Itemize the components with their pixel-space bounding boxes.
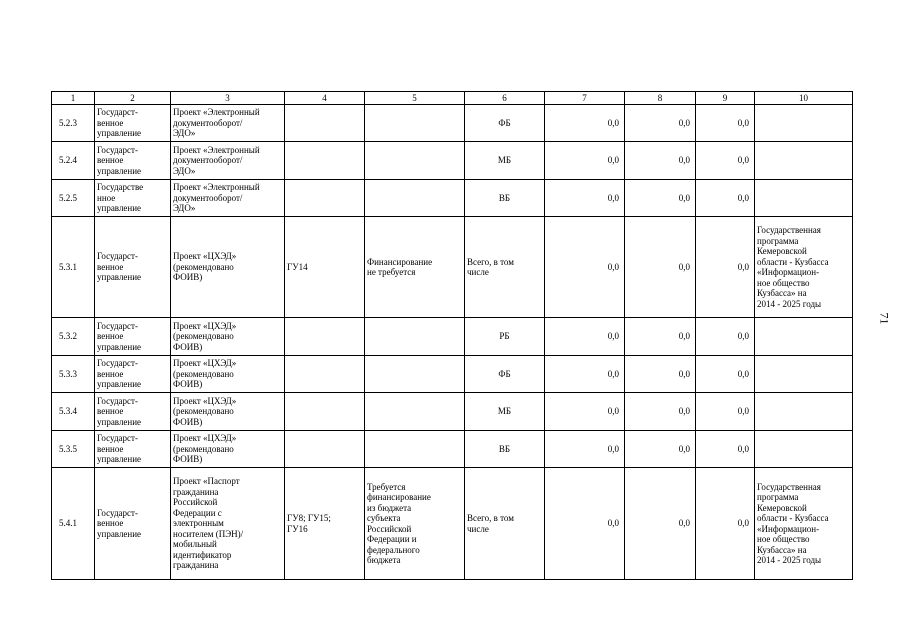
funding-note-cell: Финансирование не требуется bbox=[365, 217, 465, 318]
row-number-cell: 5.2.4 bbox=[52, 142, 95, 180]
column-number-6: 6 bbox=[465, 92, 545, 105]
program-name-cell bbox=[755, 318, 853, 356]
funding-source-cell: Всего, в том числе bbox=[465, 468, 545, 580]
row-number-cell: 5.3.5 bbox=[52, 431, 95, 468]
sector-cell: Государстве нное управление bbox=[95, 180, 171, 217]
value-col-9-cell: 0,0 bbox=[696, 142, 755, 180]
value-col-8-cell: 0,0 bbox=[625, 318, 696, 356]
column-number-9: 9 bbox=[696, 92, 755, 105]
funding-note-cell bbox=[365, 180, 465, 217]
value-col-7-cell: 0,0 bbox=[545, 105, 625, 142]
value-col-9-cell: 0,0 bbox=[696, 356, 755, 393]
funding-note-cell bbox=[365, 105, 465, 142]
project-name-cell: Проект «ЦХЭД» (рекомендовано ФОИВ) bbox=[171, 217, 285, 318]
funding-note-cell: Требуется финансирование из бюджета субъекта Российской Федерации и федерального бюджета bbox=[365, 468, 465, 580]
column-number-header-row bbox=[52, 92, 853, 105]
goal-indicators-cell bbox=[285, 356, 365, 393]
program-name-cell bbox=[755, 142, 853, 180]
value-col-8-cell: 0,0 bbox=[625, 180, 696, 217]
value-col-8-cell: 0,0 bbox=[625, 393, 696, 431]
budget-table bbox=[51, 91, 853, 580]
value-col-9-cell: 0,0 bbox=[696, 431, 755, 468]
row-number-cell: 5.3.3 bbox=[52, 356, 95, 393]
value-col-8-cell: 0,0 bbox=[625, 217, 696, 318]
value-col-7-cell: 0,0 bbox=[545, 318, 625, 356]
value-col-8-cell: 0,0 bbox=[625, 105, 696, 142]
value-col-9-cell: 0,0 bbox=[696, 468, 755, 580]
value-col-8-cell: 0,0 bbox=[625, 356, 696, 393]
column-number-5: 5 bbox=[365, 92, 465, 105]
column-number-10: 10 bbox=[755, 92, 853, 105]
funding-source-cell: РБ bbox=[465, 318, 545, 356]
goal-indicators-cell bbox=[285, 180, 365, 217]
row-number-cell: 5.2.5 bbox=[52, 180, 95, 217]
value-col-7-cell: 0,0 bbox=[545, 393, 625, 431]
row-number-cell: 5.3.1 bbox=[52, 217, 95, 318]
goal-indicators-cell bbox=[285, 318, 365, 356]
table-row bbox=[52, 105, 853, 142]
value-col-9-cell: 0,0 bbox=[696, 217, 755, 318]
column-number-2: 2 bbox=[95, 92, 171, 105]
project-name-cell: Проект «Электронный документооборот/ ЭДО» bbox=[171, 142, 285, 180]
table-row bbox=[52, 393, 853, 431]
table-row bbox=[52, 431, 853, 468]
column-number-8: 8 bbox=[625, 92, 696, 105]
value-col-7-cell: 0,0 bbox=[545, 356, 625, 393]
table-row bbox=[52, 180, 853, 217]
funding-source-cell: ВБ bbox=[465, 431, 545, 468]
project-name-cell: Проект «ЦХЭД» (рекомендовано ФОИВ) bbox=[171, 393, 285, 431]
sector-cell: Государст- венное управление bbox=[95, 105, 171, 142]
row-number-cell: 5.2.3 bbox=[52, 105, 95, 142]
value-col-9-cell: 0,0 bbox=[696, 180, 755, 217]
goal-indicators-cell bbox=[285, 105, 365, 142]
value-col-8-cell: 0,0 bbox=[625, 468, 696, 580]
goal-indicators-cell: ГУ14 bbox=[285, 217, 365, 318]
program-name-cell bbox=[755, 180, 853, 217]
value-col-7-cell: 0,0 bbox=[545, 468, 625, 580]
funding-note-cell bbox=[365, 431, 465, 468]
column-number-3: 3 bbox=[171, 92, 285, 105]
funding-source-cell: МБ bbox=[465, 142, 545, 180]
sector-cell: Государст- венное управление bbox=[95, 393, 171, 431]
funding-source-cell: ФБ bbox=[465, 105, 545, 142]
funding-note-cell bbox=[365, 318, 465, 356]
funding-source-cell: ФБ bbox=[465, 356, 545, 393]
table-row bbox=[52, 142, 853, 180]
value-col-8-cell: 0,0 bbox=[625, 431, 696, 468]
program-name-cell bbox=[755, 105, 853, 142]
program-name-cell bbox=[755, 393, 853, 431]
project-name-cell: Проект «ЦХЭД» (рекомендовано ФОИВ) bbox=[171, 356, 285, 393]
funding-source-cell: ВБ bbox=[465, 180, 545, 217]
row-number-cell: 5.4.1 bbox=[52, 468, 95, 580]
row-number-cell: 5.3.4 bbox=[52, 393, 95, 431]
value-col-9-cell: 0,0 bbox=[696, 105, 755, 142]
goal-indicators-cell: ГУ8; ГУ15; ГУ16 bbox=[285, 468, 365, 580]
project-name-cell: Проект «Электронный документооборот/ ЭДО» bbox=[171, 180, 285, 217]
value-col-7-cell: 0,0 bbox=[545, 217, 625, 318]
goal-indicators-cell bbox=[285, 393, 365, 431]
project-name-cell: Проект «Электронный документооборот/ ЭДО» bbox=[171, 105, 285, 142]
page-number: 71 bbox=[877, 312, 892, 325]
value-col-9-cell: 0,0 bbox=[696, 318, 755, 356]
program-name-cell bbox=[755, 431, 853, 468]
program-name-cell bbox=[755, 356, 853, 393]
funding-note-cell bbox=[365, 393, 465, 431]
project-name-cell: Проект «ЦХЭД» (рекомендовано ФОИВ) bbox=[171, 318, 285, 356]
funding-note-cell bbox=[365, 356, 465, 393]
table-row bbox=[52, 217, 853, 318]
funding-source-cell: Всего, в том числе bbox=[465, 217, 545, 318]
goal-indicators-cell bbox=[285, 142, 365, 180]
sector-cell: Государст- венное управление bbox=[95, 217, 171, 318]
value-col-9-cell: 0,0 bbox=[696, 393, 755, 431]
column-number-4: 4 bbox=[285, 92, 365, 105]
column-number-7: 7 bbox=[545, 92, 625, 105]
sector-cell: Государст- венное управление bbox=[95, 468, 171, 580]
sector-cell: Государст- венное управление bbox=[95, 318, 171, 356]
funding-source-cell: МБ bbox=[465, 393, 545, 431]
project-name-cell: Проект «ЦХЭД» (рекомендовано ФОИВ) bbox=[171, 431, 285, 468]
sector-cell: Государст- венное управление bbox=[95, 356, 171, 393]
row-number-cell: 5.3.2 bbox=[52, 318, 95, 356]
value-col-8-cell: 0,0 bbox=[625, 142, 696, 180]
funding-note-cell bbox=[365, 142, 465, 180]
project-name-cell: Проект «Паспорт гражданина Российской Федерации с электронным носителем (ПЭН)/ мобильный идентификатор гражданина bbox=[171, 468, 285, 580]
table-row bbox=[52, 318, 853, 356]
column-number-1: 1 bbox=[52, 92, 95, 105]
goal-indicators-cell bbox=[285, 431, 365, 468]
table-row bbox=[52, 356, 853, 393]
value-col-7-cell: 0,0 bbox=[545, 180, 625, 217]
program-name-cell: Государственная программа Кемеровской области - Кузбасса «Информацион- ное общество Кузбасса» на 2014 - 2025 годы bbox=[755, 217, 853, 318]
program-name-cell: Государственная программа Кемеровской области - Кузбасса «Информацион- ное общество Кузбасса» на 2014 - 2025 годы bbox=[755, 468, 853, 580]
value-col-7-cell: 0,0 bbox=[545, 142, 625, 180]
sector-cell: Государст- венное управление bbox=[95, 431, 171, 468]
sector-cell: Государст- венное управление bbox=[95, 142, 171, 180]
table-row bbox=[52, 468, 853, 580]
value-col-7-cell: 0,0 bbox=[545, 431, 625, 468]
